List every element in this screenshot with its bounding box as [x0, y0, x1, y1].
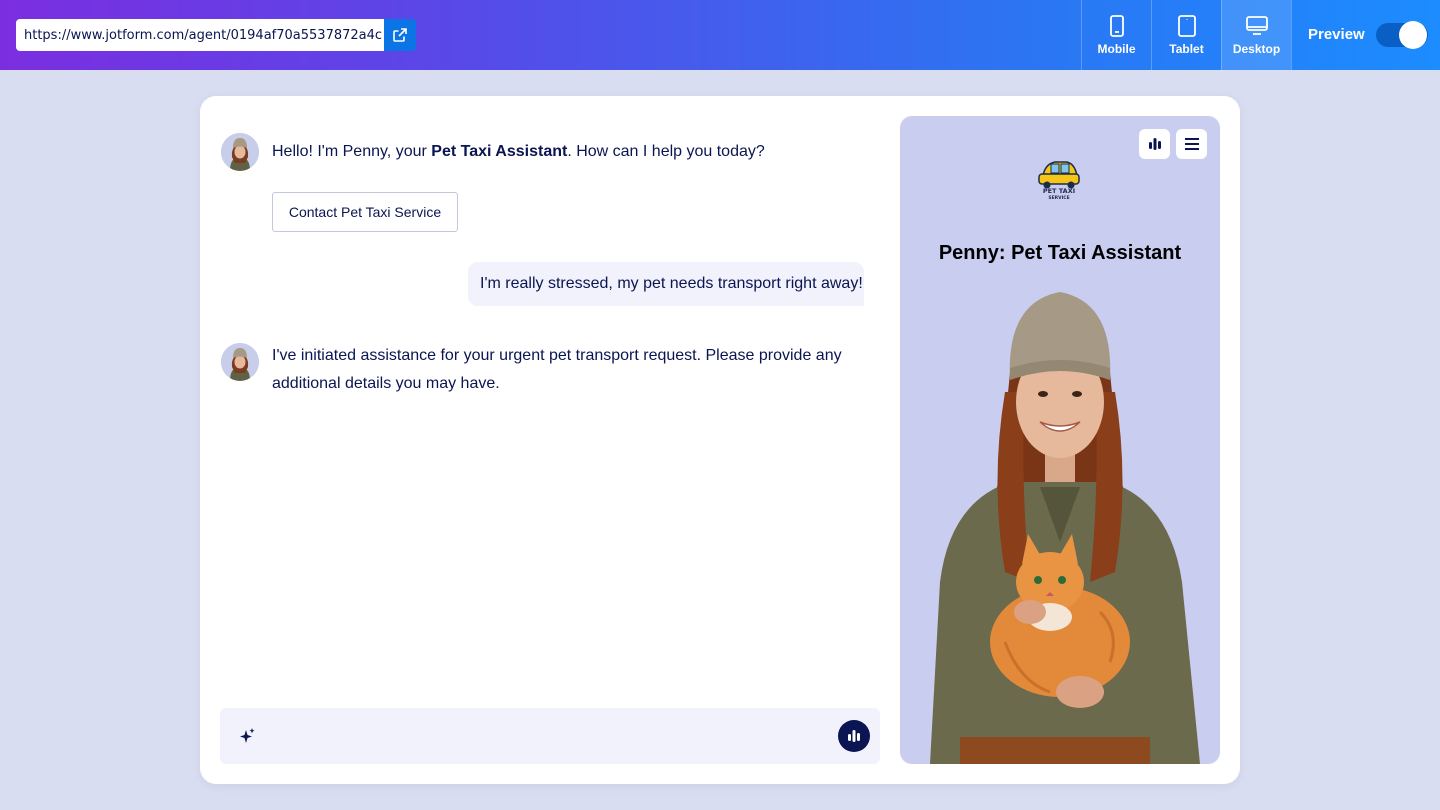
- svg-text:PET TAXI: PET TAXI: [1042, 187, 1076, 195]
- voice-wave-icon: [1148, 137, 1162, 151]
- menu-button[interactable]: [1176, 129, 1207, 159]
- external-link-icon: [392, 27, 408, 43]
- greeting-text-start: Hello! I'm Penny, your: [272, 143, 432, 160]
- agent-url-field[interactable]: [16, 19, 384, 51]
- device-desktop-button[interactable]: [1221, 0, 1291, 70]
- greeting-text-end: . How can I help you today?: [567, 143, 765, 160]
- hamburger-menu-icon: [1184, 137, 1200, 151]
- agent-avatar: [221, 133, 259, 171]
- sparkle-icon: [238, 726, 258, 746]
- pet-taxi-logo: [1035, 156, 1083, 202]
- preview-toggle[interactable]: [1376, 23, 1428, 47]
- contact-pet-taxi-button[interactable]: Contact Pet Taxi Service: [272, 192, 458, 232]
- greeting-text-bold: Pet Taxi Assistant: [431, 143, 568, 160]
- svg-text:SERVICE: SERVICE: [1048, 196, 1070, 201]
- preview-label: Preview: [1308, 26, 1365, 43]
- agent-profile-panel: [900, 116, 1220, 764]
- agent-url-text: https://www.jotform.com/agent/0194af70a5537872a4c: [24, 27, 383, 43]
- preview-toggle-knob: [1399, 21, 1427, 49]
- agent-name-title: Penny: Pet Taxi Assistant: [938, 242, 1182, 264]
- user-message: I'm really stressed, my pet needs transport right away!: [468, 262, 864, 306]
- device-tablet-label: Tablet: [1169, 41, 1204, 56]
- agent-portrait-image: [910, 282, 1210, 764]
- message-input[interactable]: [272, 722, 832, 750]
- device-desktop-label: Desktop: [1232, 41, 1281, 56]
- device-mobile-label: Mobile: [1097, 41, 1136, 56]
- voice-mode-button[interactable]: [1139, 129, 1170, 159]
- voice-button[interactable]: [838, 720, 870, 752]
- desktop-icon: [1245, 15, 1269, 37]
- agent-message-greeting: [272, 138, 872, 166]
- voice-wave-icon: [847, 729, 861, 743]
- open-link-button[interactable]: [384, 19, 416, 51]
- agent-message-response: I've initiated assistance for your urgent pet transport request. Please provide any additional details you may have.: [272, 347, 842, 392]
- device-tablet-button[interactable]: [1151, 0, 1221, 70]
- tablet-icon: [1177, 15, 1197, 37]
- message-composer: [220, 708, 880, 764]
- device-mobile-button[interactable]: [1081, 0, 1151, 70]
- mobile-icon: [1108, 15, 1126, 37]
- top-bar: [0, 0, 1440, 70]
- agent-avatar: [221, 343, 259, 381]
